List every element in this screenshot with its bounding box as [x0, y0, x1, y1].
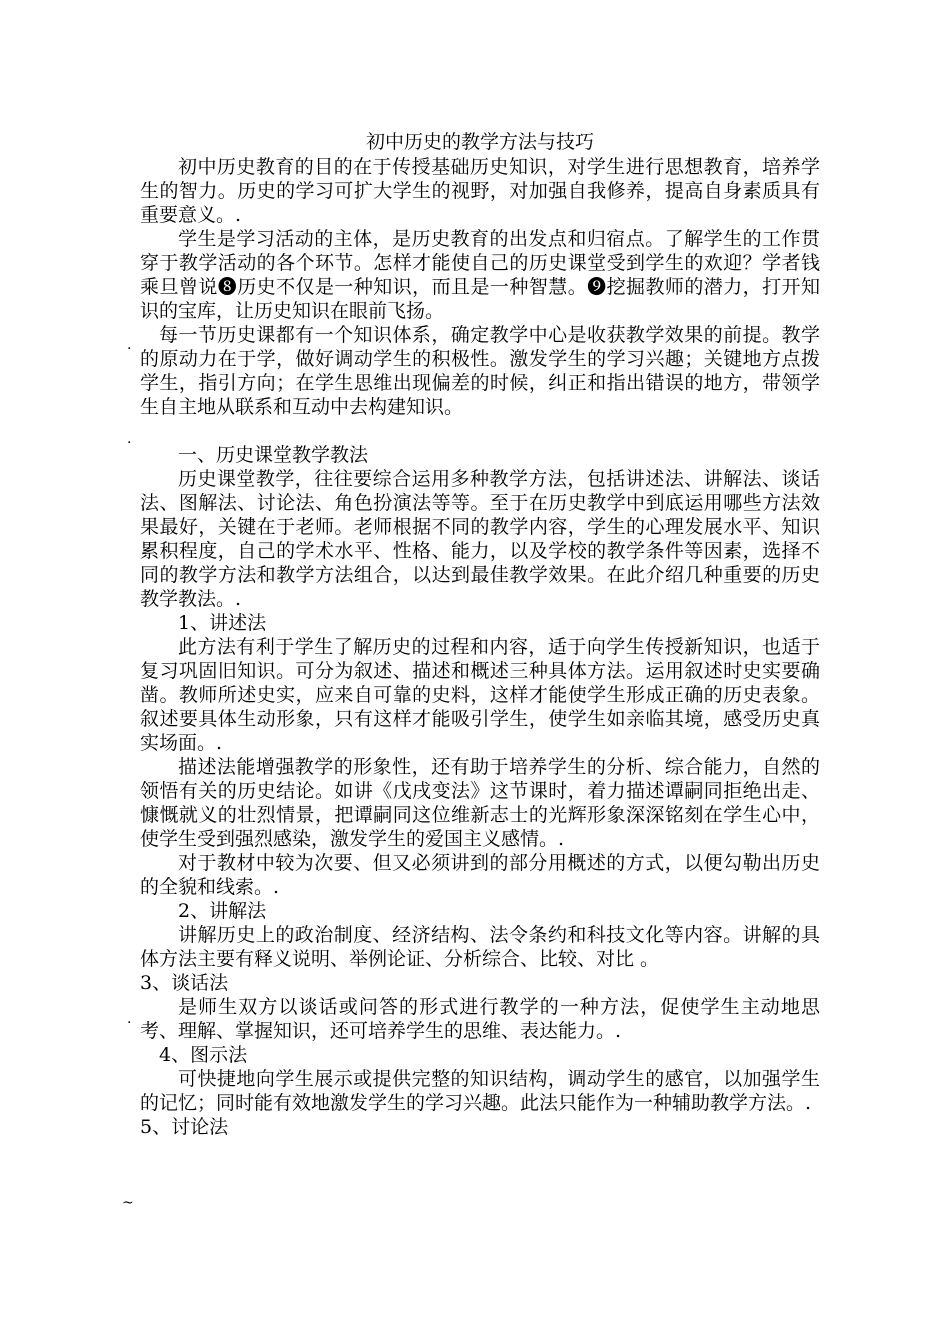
paragraph-explanation: 讲解历史上的政治制度、经济结构、法令条约和科技文化等内容。讲解的具体方法主要有释义说明、举例论证、分析综合、比较、对比 。 — [140, 924, 820, 970]
paragraph-classroom-methods: 历史课堂教学，往往要综合运用多种教学方法，包括讲述法、讲解法、谈话法、图解法、讨论法、角色扮演法等等。至于在历史教学中到底运用哪些方法效果最好，关键在于老师。老师根据不同的教学内容，学生的心理发展水平、知识累积程度，自己的学术水平、性格、能力，以及学校的教学条件等因素，选择不同的教学方法和教学方法组合，以达到最佳教学效果。在此介绍几种重要的历史教学教法。. — [140, 468, 820, 610]
heading-diagram: 4、图示法 — [159, 1044, 248, 1066]
blank-line — [140, 419, 820, 443]
paragraph-description: 描述法能增强教学的形象性，还有助于培养学生的分析、综合能力，自然的领悟有关的历史结论。如讲《戊戌变法》这节课时，着力描述谭嗣同拒绝出走、慷慨就义的壮烈情景，把谭嗣同这位维新志士的光辉形象深深铭刻在学生心中，使学生受到强烈感染，激发学生的爱国主义感情。. — [140, 756, 820, 850]
paragraph-marker: ~ — [122, 1195, 134, 1211]
paragraph-summary: 对于教材中较为次要、但又必须讲到的部分用概述的方式，以便勾勒出历史的全貌和线索。. — [140, 852, 820, 898]
heading-conversation: 3、谈话法 — [140, 972, 229, 994]
paragraph-students: 学生是学习活动的主体，是历史教育的出发点和归宿点。了解学生的工作贯穿于教学活动的各个环节。怎样才能使自己的历史课堂受到学生的欢迎？学者钱乘旦曾说❽历史不仅是一种知识，而且是一种智慧。❾挖掘教师的潜力，打开知识的宝库，让历史知识在眼前飞扬。 — [140, 228, 820, 322]
heading-discussion: 5、讨论法 — [140, 1116, 229, 1138]
heading-narration: 1、讲述法 — [178, 612, 267, 634]
heading-explanation: 2、讲解法 — [178, 900, 267, 922]
paragraph-narration: 此方法有利于学生了解历史的过程和内容，适于向学生传授新知识，也适于复习巩固旧知识。可分为叙述、描述和概述三种具体方法。运用叙述时史实要确凿。教师所述史实，应来自可靠的史料，这样才能使学生形成正确的历史表象。叙述要具体生动形象，只有这样才能吸引学生，使学生如亲临其境，感受历史真实场面。. — [140, 636, 820, 754]
paragraph-conversation: 是师生双方以谈话或问答的形式进行教学的一种方法，促使学生主动地思考、理解、掌握知识，还可培养学生的思维、表达能力。. — [140, 996, 820, 1042]
paragraph-marker: . — [127, 1011, 132, 1027]
paragraph-diagram: 可快捷地向学生展示或提供完整的知识结构，调动学生的感官，以加强学生的记忆；同时能有效地激发学生的学习兴趣。此法只能作为一种辅助教学方法。. — [140, 1068, 820, 1114]
paragraph-intro: 初中历史教育的目的在于传授基础历史知识，对学生进行思想教育，培养学生的智力。历史的学习可扩大学生的视野，对加强自我修养，提高自身素质具有重要意义。. — [140, 156, 820, 226]
paragraph-marker: . — [127, 337, 132, 353]
heading-classroom-methods: 一、历史课堂教学教法 — [178, 444, 369, 466]
document-title: 初中历史的教学方法与技巧 — [365, 131, 594, 153]
paragraph-marker: . — [127, 431, 132, 447]
document-page — [140, 130, 820, 1139]
paragraph-knowledge-system: 每一节历史课都有一个知识体系，确定教学中心是收获教学效果的前提。教学的原动力在于学，做好调动学生的积极性。激发学生的学习兴趣；关键地方点拨学生，指引方向；在学生思维出现偏差的时候，纠正和指出错误的地方，带领学生自主地从联系和互动中去构建知识。 — [140, 324, 820, 418]
